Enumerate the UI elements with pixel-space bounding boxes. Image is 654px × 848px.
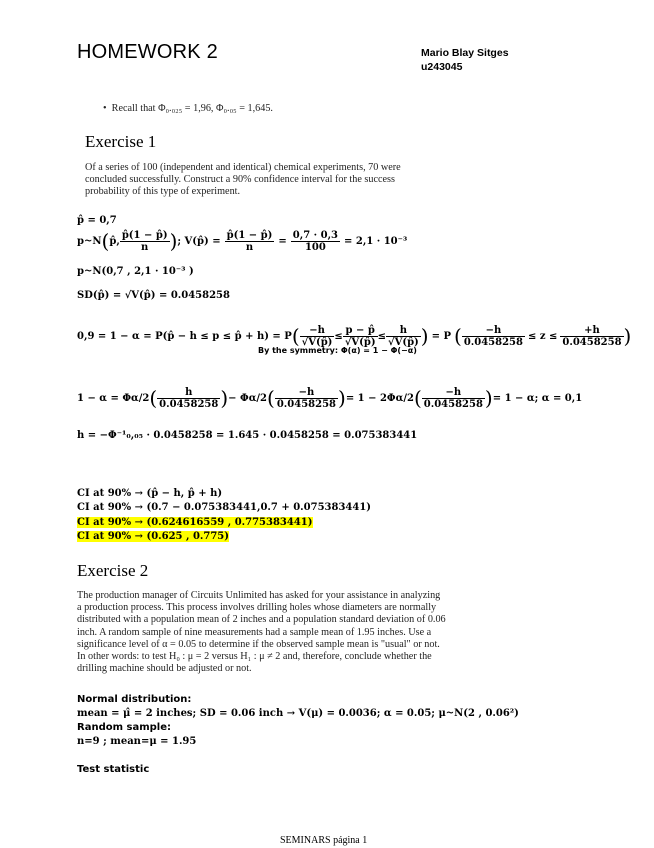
recall-bullet: • Recall that Φ₀.₀₂₅ = 1,96, Φ₀.₀₅ = 1,645.: [103, 103, 273, 114]
ci-frac-5-num: +h: [560, 325, 623, 337]
value-fraction: [291, 230, 340, 253]
ci-result-1: CI at 90% → (p̂ − h, p̂ + h): [77, 488, 223, 499]
value-result: = 2,1 · 10⁻³: [344, 235, 408, 247]
page-footer: SEMINARS página 1: [280, 835, 368, 846]
ci-frac-3-num: h: [386, 325, 421, 337]
alpha-frac-1-num: h: [157, 387, 220, 399]
h-line: h = −Φ⁻¹₀,₀₅ · 0.0458258 = 1.645 · 0.0458258 = 0.075383441: [77, 430, 418, 441]
p-hat-line: p̂ = 0,7: [77, 215, 117, 226]
var-sep: ; V(p̂) =: [177, 235, 221, 247]
dist-args: p̂,: [109, 235, 120, 247]
ci-frac-4: [462, 325, 525, 348]
alpha-line-c: = 1 − 2Φα/2: [345, 392, 414, 404]
alpha-frac-3-den: 0.0458258: [423, 398, 483, 410]
random-sample-label: Random sample:: [77, 722, 171, 733]
symmetry-note: By the symmetry: Φ(α) = 1 − Φ(−α): [258, 346, 417, 355]
author-name: Mario Blay Sitges: [421, 47, 509, 59]
ci-frac-5-den: 0.0458258: [562, 336, 622, 348]
alpha-line-a: 1 − α = Φα/2: [77, 392, 150, 404]
random-sample-values: n=9 ; mean=μ = 1.95: [77, 736, 197, 747]
ci-frac-2-num: p − p̂: [343, 325, 378, 337]
value-frac-den: 100: [304, 241, 326, 253]
normal-dist-values: mean = μ̂ = 2 inches; SD = 0.06 inch → V(μ) = 0.0036; α = 0.05; μ~N(2 , 0.06²): [77, 708, 519, 719]
alpha-frac-1: [157, 387, 220, 410]
page-title: HOMEWORK 2: [77, 41, 218, 63]
exercise2-text: The production manager of Circuits Unlimited has asked for your assistance in analyzing a production process. This process involves drilling holes whose diameters are normally distributed with a population mean of 2 inches and a population standard deviation of 0.06 inch. A random sample of nine measurements had a sample mean of 1.95 inches. Use a significance level of α = 0.05 to determine if the observed sample mean is "usual" or not. In other words: to test H₀ : μ = 2 versus H₁ : μ ≠ 2 and, therefore, conclude whether the drilling machine should be adjusted or not.: [77, 590, 446, 675]
ci-frac-1-den: √V(p̂): [301, 336, 333, 348]
dist2-line: p~N(0,7 , 2,1 · 10⁻³ ): [77, 266, 194, 277]
exercise2-title: Exercise 2: [77, 561, 149, 580]
ci-frac-4-num: −h: [462, 325, 525, 337]
recall-text: Recall that Φ₀.₀₂₅ = 1,96, Φ₀.₀₅ = 1,645.: [111, 103, 273, 114]
ci-eq-p: = P: [431, 330, 451, 342]
var-frac-num: p̂(1 − p̂): [226, 229, 273, 241]
exercise1-text: Of a series of 100 (independent and identical) chemical experiments, 70 were concluded successfully. Construct a 90% confidence interval for the success probability of this type of experiment.: [85, 162, 401, 198]
ci-line-text: 0,9 = 1 − α = P(p̂ − h ≤ p ≤ p̂ + h) = P: [77, 330, 292, 342]
alpha-frac-2: [275, 387, 338, 410]
ci-mid: ≤ z ≤: [527, 330, 558, 342]
alpha-frac-3: [422, 387, 485, 410]
ci-frac-5: [560, 325, 623, 348]
alpha-frac-3-num: −h: [422, 387, 485, 399]
test-statistic-label: Test statistic: [77, 764, 150, 775]
var-frac-den: n: [245, 241, 254, 253]
exercise1-title: Exercise 1: [85, 132, 157, 151]
alpha-frac-2-num: −h: [275, 387, 338, 399]
ci-probability-line: 0,9 = 1 − α = P(p̂ − h ≤ p ≤ p̂ + h) = P ( $\frac{-h}{√V(p̂)}$ ≤ $\frac{p - p̂}{√V(p̂)}$ ≤ $\frac{h}{√V(p̂)}$ ) = P ( $\frac{-h}{0.0458258}$ ≤ z ≤ $\frac{+h}{0.0458258}$ ): [77, 324, 632, 348]
ci-frac-1-num: −h: [300, 325, 335, 337]
ci-frac-2: [343, 325, 378, 348]
sd-line: SD(p̂) = √V(p̂) = 0.0458258: [77, 290, 230, 301]
author-id: u243045: [421, 61, 463, 73]
alpha-line-d: = 1 − α; α = 0,1: [492, 392, 583, 404]
ci-frac-3: [386, 325, 421, 348]
distribution-line: p~N ( p̂, $\frac{p̂(1 - p̂)}{n}$ ) ; V(p̂) = $\frac{p̂(1 - p̂)}{n}$ = $\frac{0,7 \cdot 0,3}{100}$ = 2,1 · 10⁻³: [77, 229, 408, 253]
alpha-frac-1-den: 0.0458258: [159, 398, 219, 410]
value-frac-num: 0,7 · 0,3: [292, 229, 339, 241]
ci-frac-3-den: √V(p̂): [388, 336, 419, 348]
ci-result-3: CI at 90% → (0.624616559 , 0.775383441): [77, 517, 313, 528]
dist-frac-num: p̂(1 − p̂): [121, 229, 168, 241]
ci-frac-2-den: √V(p̂): [344, 336, 376, 348]
alpha-frac-2-den: 0.0458258: [276, 398, 336, 410]
normal-dist-label: Normal distribution:: [77, 694, 192, 705]
ci-frac-1: [300, 325, 335, 348]
var-fraction: [225, 230, 275, 253]
dist-sqrt-fraction: [120, 230, 170, 253]
alpha-line: 1 − α = Φα/2 ( $\frac{h}{0.0458258}$ ) − Φα/2 ( $\frac{-h}{0.0458258}$ ) = 1 − 2Φα/2 ( $\frac{-h}{0.0458258}$ ) = 1 − α; α = 0,1: [77, 386, 583, 410]
ci-frac-4-den: 0.0458258: [463, 336, 523, 348]
ci-result-2: CI at 90% → (0.7 − 0.075383441,0.7 + 0.075383441): [77, 502, 372, 513]
dist-lhs: p~N: [77, 235, 102, 247]
ci-result-4: CI at 90% → (0.625 , 0.775): [77, 531, 229, 542]
dist-frac-den: n: [141, 241, 149, 253]
alpha-line-b: − Φα/2: [228, 392, 268, 404]
eq-sign: =: [278, 235, 287, 247]
